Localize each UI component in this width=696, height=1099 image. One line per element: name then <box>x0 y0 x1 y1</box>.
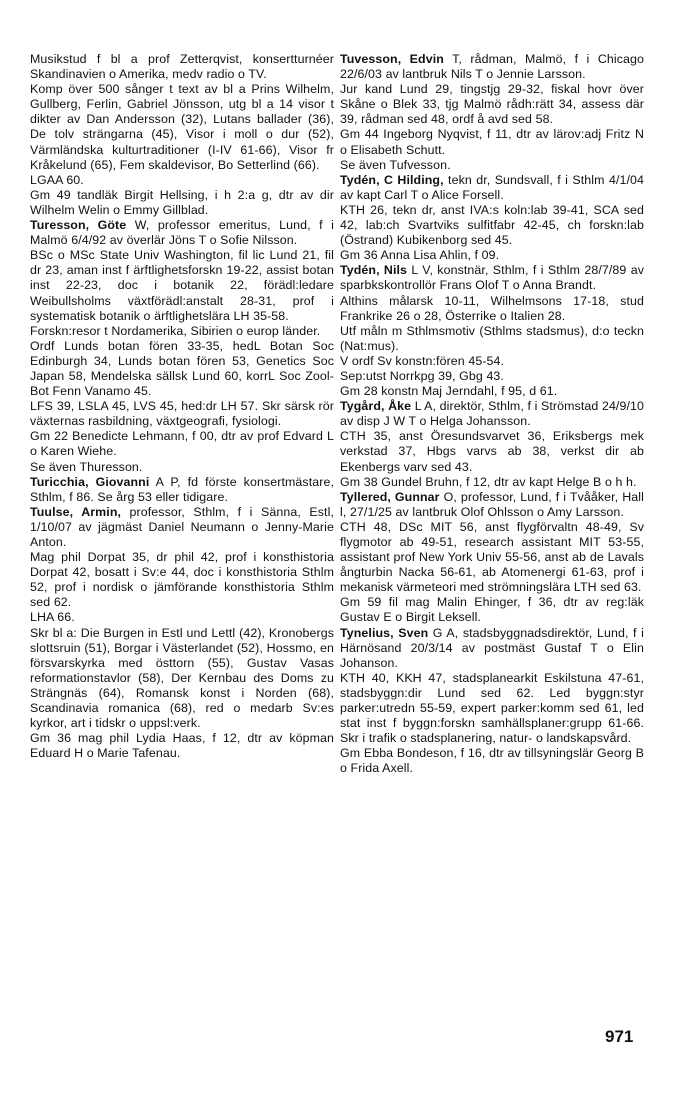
entry-text: Gm 36 Anna Lisa Ahlin, f 09. <box>340 248 500 263</box>
page-number: 971 <box>605 1027 634 1046</box>
entry-text: Komp över 500 sånger t text av bl a Prins Wilhelm, Gullberg, Ferlin, Gabriel Jönsson, utg bl a 14 visor t dikter av Dan Andersson (32), Lutans ballader (36), De tolv strängarna (45), Visor i moll o dur (52), Värmländska kulturtraditioner (I-IV 61-66), Visor fr Kråkelund (65), Fem skaldevisor, Bo Setterlind (66). <box>30 82 334 172</box>
entry-name: Turicchia, Giovanni <box>30 474 150 489</box>
entry-paragraph <box>30 218 334 248</box>
entry-paragraph <box>30 173 334 188</box>
entry-paragraph <box>340 127 644 157</box>
entry-text: Se även Thuresson. <box>30 459 143 474</box>
entry-paragraph <box>30 429 334 459</box>
entry-paragraph <box>30 399 334 429</box>
entry-paragraph <box>340 746 644 776</box>
entry-paragraph <box>340 520 644 595</box>
entry-text: LHA 66. <box>30 610 75 625</box>
entry-text: Utf måln m Sthlmsmotiv (Sthlms stadsmus), d:o teckn (Nat:mus). <box>340 323 644 353</box>
entry-text: Musikstud f bl a prof Zetterqvist, konsertturnéer Skandinavien o Amerika, medv radio o TV. <box>30 52 334 82</box>
entry-text: Gm 59 fil mag Malin Ehinger, f 36, dtr av reg:läk Gustav E o Birgit Leksell. <box>340 595 644 625</box>
entry-text: Gm 49 tandläk Birgit Hellsing, i h 2:a g, dtr av dir Wilhelm Welin o Emmy Gillblad. <box>30 187 334 217</box>
entry-text: V ordf Sv konstn:fören 45-54. <box>340 353 505 368</box>
entry-paragraph <box>340 671 644 746</box>
left-column <box>30 52 334 761</box>
entry-text: KTH 26, tekn dr, anst IVA:s koln:lab 39-41, SCA sed 42, lab:ch Svartviks sulfitfabr 42-45, ch forskn:lab (Östrand) Kubikenborg sed 45. <box>340 202 644 248</box>
entry-paragraph <box>30 52 334 82</box>
entry-paragraph <box>30 610 334 625</box>
entry-text: CTH 48, DSc MIT 56, anst flygförvaltn 48-49, Sv flygmotor ab 49-51, research assistant MIT 53-55, assistant prof New York Univ 55-56, anst ab de Lavals ångturbin Nacka 56-61, ab Atomenergi 61-63, prof i mekanisk värmeteori med strömningslära LTH sed 63. <box>340 519 644 595</box>
entry-paragraph <box>340 399 644 429</box>
entry-paragraph <box>30 82 334 173</box>
entry-text: tekn dr, Sundsvall, f i Sthlm 4/1/04 av kapt Carl T o Alice Forsell. <box>340 172 645 202</box>
entry-text: A P, fd förste konsertmästare, Sthlm, f 86. Se årg 53 eller tidigare. <box>30 474 334 504</box>
entry-paragraph <box>340 595 644 625</box>
entry-paragraph <box>340 324 644 354</box>
entry-paragraph <box>30 731 334 761</box>
entry-text: G A, stadsbyggnadsdirektör, Lund, f i Härnösand 20/3/14 av postmäst Gustaf T o Elin Johanson. <box>340 625 644 670</box>
entry-paragraph <box>340 369 644 384</box>
entry-text: W, professor emeritus, Lund, f i Malmö 6/4/92 av överlär Jöns T o Sofie Nilsson. <box>30 218 334 248</box>
entry-paragraph <box>340 248 644 263</box>
entry-paragraph <box>340 490 644 520</box>
entry-text: Gm Ebba Bondeson, f 16, dtr av tillsyningslär Georg B o Frida Axell. <box>340 746 644 776</box>
entry-paragraph <box>340 294 644 324</box>
entry-text: Sep:utst Norrkpg 39, Gbg 43. <box>340 368 504 383</box>
entry-text: L A, direktör, Sthlm, f i Strömstad 24/9/10 av disp J W T o Helga Johansson. <box>340 399 644 429</box>
entry-text: LFS 39, LSLA 45, LVS 45, hed:dr LH 57. Skr särsk rör växternas rasbildning, växtgeografi, fysiologi. <box>30 399 334 429</box>
entry-text: Ordf Lunds botan fören 33-35, hedL Botan Soc Edinburgh 34, Lunds botan fören 53, Genetics Soc Japan 58, Mendelska sällsk Lund 60, korrL Soc Zool-Bot Fenn Vanamo 45. <box>30 338 334 399</box>
entry-text: professor, Sthlm, f i Sänna, Estl, 1/10/07 av jägmäst Daniel Neumann o Jenny-Marie Anton. <box>30 504 334 549</box>
entry-paragraph <box>340 626 644 671</box>
entry-paragraph <box>30 626 334 732</box>
entry-text: KTH 40, KKH 47, stadsplanearkit Eskilstuna 47-61, stadsbyggn:dir Lund sed 62. Led byggn:styr parker:utredn 55-59, expert parker:komm sed 61, led stat inst f byggn:forskn samhällsplaner:grupp 61-66. Skr i trafik o stadsplanering, natur- o landskapsvård. <box>340 670 644 746</box>
entry-paragraph <box>340 429 644 474</box>
entry-name: Turesson, Göte <box>30 218 127 233</box>
entry-text: Gm 36 mag phil Lydia Haas, f 12, dtr av köpman Eduard H o Marie Tafenau. <box>30 731 334 761</box>
entry-paragraph <box>30 460 334 475</box>
entry-paragraph <box>30 248 334 323</box>
entry-paragraph <box>340 173 644 203</box>
entry-text: L V, konstnär, Sthlm, f i Sthlm 28/7/89 av sparbkskontrollör Frans Olof T o Anna Brandt. <box>340 263 644 293</box>
entry-paragraph <box>30 475 334 505</box>
entry-paragraph <box>30 505 334 550</box>
entry-paragraph <box>340 52 644 82</box>
entry-name: Tydén, Nils <box>340 263 408 278</box>
entry-text: BSc o MSc State Univ Washington, fil lic Lund 21, fil dr 23, aman inst f ärftlighetsforskn 19-22, assist botan inst 22-23, doc i botanik 22, förädl:ledare Weibullsholms växtförädl:anstalt 28-31, prof i systematisk botanik o ärftlighetslära LH 35-58. <box>30 248 334 323</box>
entry-name: Tyllered, Gunnar <box>340 489 440 504</box>
entry-text: Gm 28 konstn Maj Jerndahl, f 95, d 61. <box>340 384 558 399</box>
entry-name: Tuulse, Armin, <box>30 504 122 519</box>
entry-text: Gm 44 Ingeborg Nyqvist, f 11, dtr av lärov:adj Fritz N o Elisabeth Schutt. <box>340 127 644 157</box>
entry-paragraph <box>30 188 334 218</box>
entry-text: Mag phil Dorpat 35, dr phil 42, prof i konsthistoria Dorpat 42, bosatt i Sv:e 44, doc i konsthistoria Sthlm 52, prof i nordisk o jämförande konsthistoria Sthlm sed 62. <box>30 550 334 610</box>
entry-text: Jur kand Lund 29, tingstjg 29-32, fiskal hovr över Skåne o Blek 33, tjg Malmö rådh:rätt 34, assess där 39, rådman sed 48, ordf å avd sed 58. <box>340 82 644 127</box>
entry-text: Forskn:resor t Nordamerika, Sibirien o europ länder. <box>30 323 321 338</box>
entry-text: CTH 35, anst Öresundsvarvet 36, Eriksbergs mek verkstad 37, Hbgs varvs ab 38, verkst dir ab Ekenbergs varv sed 43. <box>340 429 644 474</box>
entry-paragraph <box>340 384 644 399</box>
entry-text: T, rådman, Malmö, f i Chicago 22/6/03 av lantbruk Nils T o Jennie Larsson. <box>340 52 644 82</box>
entry-name: Tydén, C Hilding, <box>340 172 444 187</box>
entry-text: Skr bl a: Die Burgen in Estl und Lettl (42), Kronobergs slottsruin (51), Borgar i Västerlandet (52), Hossmo, en försvarskyrka med östtorn (55), Gustav Vasas reformationstavlor (58), Der Kernbau des Doms zu Strängnäs (64), Romansk konst i Norden (68), Scandinavia romanica (68), red o medarb Sv:es kyrkor, art i tidskr o uppsl:verk. <box>30 625 334 731</box>
entry-paragraph <box>340 263 644 293</box>
entry-text: O, professor, Lund, f i Tvååker, Hall l, 27/1/25 av lantbruk Olof Ohlsson o Amy Larsson. <box>340 489 644 519</box>
entry-text: Althins målarsk 10-11, Wilhelmsons 17-18, stud Frankrike 26 o 28, Österrike o Italien 28. <box>340 293 644 323</box>
entry-paragraph <box>340 475 644 490</box>
entry-paragraph <box>340 354 644 369</box>
entry-paragraph <box>30 550 334 610</box>
entry-paragraph <box>30 324 334 339</box>
entry-paragraph <box>340 82 644 127</box>
entry-name: Tynelius, Sven <box>340 625 429 640</box>
entry-text: Gm 38 Gundel Bruhn, f 12, dtr av kapt Helge B o h h. <box>340 474 637 489</box>
right-column <box>340 52 644 777</box>
entry-paragraph <box>340 203 644 248</box>
entry-text: LGAA 60. <box>30 172 84 187</box>
entry-text: Gm 22 Benedicte Lehmann, f 00, dtr av prof Edvard L o Karen Wiehe. <box>30 429 334 459</box>
entry-name: Tygård, Åke <box>340 399 412 414</box>
entry-paragraph <box>340 158 644 173</box>
entry-name: Tuvesson, Edvin <box>340 52 444 66</box>
entry-paragraph <box>30 339 334 399</box>
entry-text: Se även Tufvesson. <box>340 157 451 172</box>
